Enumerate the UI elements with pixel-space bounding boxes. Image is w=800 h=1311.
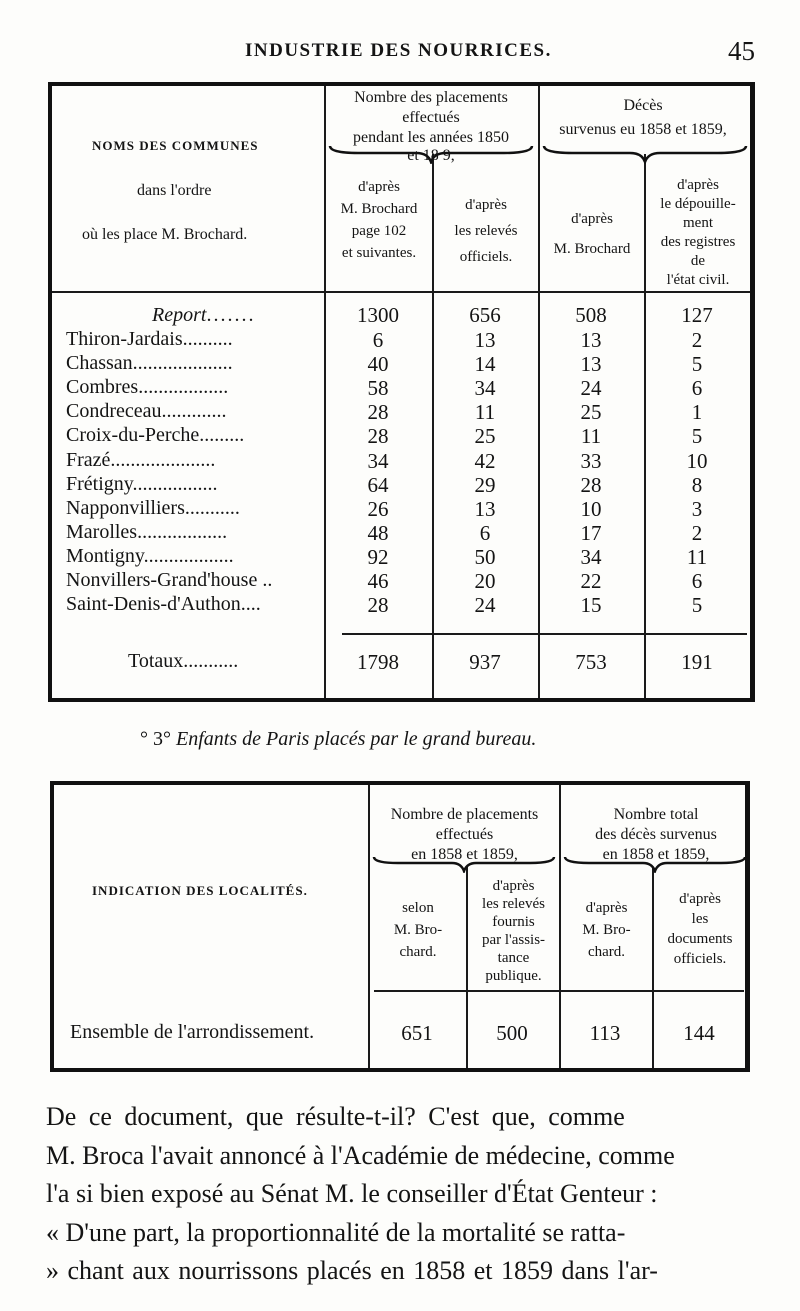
sub-header-brochard: d'après M. Brochard page 102 et suivantes.: [340, 179, 418, 261]
row-commune-name: Frazé.....................: [66, 448, 216, 471]
row-commune-name: Montigny..................: [66, 544, 234, 567]
running-head: [0, 30, 800, 70]
report-value: 1300: [357, 303, 399, 327]
report-value: 508: [575, 303, 607, 327]
cell-value: 5: [691, 352, 703, 377]
cell-value: 13: [474, 496, 496, 521]
header-rule: [52, 291, 750, 293]
section-caption: ° 3° Enfants de Paris placés par le grand bureau.: [140, 728, 537, 750]
cell-value: 40: [367, 352, 389, 377]
row-commune-name: Thiron-Jardais..........: [66, 328, 233, 350]
group-header-placements: Nombre des placements effectués pendant les années 1850 et 18 9,: [353, 89, 509, 164]
total-rule: [342, 633, 747, 635]
total-value: 1798: [357, 650, 399, 674]
cell-value: 2: [691, 328, 703, 352]
cell-value: 13: [580, 352, 602, 377]
brace-deces: [542, 144, 748, 164]
cell-value: 28: [580, 472, 602, 497]
cell-value: 25: [580, 400, 602, 425]
row-commune-name: Saint-Denis-d'Authon....: [66, 593, 261, 616]
group-header-placements: Nombre de placements effectués en 1858 et 1859,: [390, 806, 539, 863]
cell-value: 8: [691, 472, 703, 497]
sub-header-selon: selon M. Bro- chard.: [393, 900, 443, 960]
cell-value: 11: [474, 400, 496, 425]
total-value: 753: [575, 650, 607, 674]
cell-value: 5: [691, 593, 703, 618]
cell-value: 13: [580, 328, 602, 352]
text-line: M. Broca l'avait annoncé à l'Académie de médecine, comme: [46, 1140, 675, 1170]
cell-value: 26: [367, 496, 389, 521]
totals-label: Totaux...........: [128, 650, 239, 672]
report-value: 127: [681, 303, 713, 327]
sub-header-releves: d'après les relevés officiels.: [454, 197, 518, 265]
cell-value: 28: [367, 424, 389, 449]
group-header-deces: Nombre total des décès survenus en 1858 et 1859,: [595, 806, 717, 863]
sub-header-documents: d'après les documents officiels.: [667, 891, 733, 967]
page-number: 45: [728, 36, 755, 66]
col-header-communes-line3: où les place M. Brochard.: [82, 226, 248, 243]
col-header-communes-line2: dans l'ordre: [137, 182, 212, 199]
cell-value: 11: [686, 544, 708, 569]
row-commune-name: Combres..................: [66, 376, 229, 399]
cell-value: 6: [372, 328, 384, 352]
cell-value: 10: [686, 448, 708, 473]
group-header-deces: Décès survenus eu 1858 et 1859,: [559, 97, 727, 138]
cell-value: 28: [367, 593, 389, 618]
row-commune-name: Chassan....................: [66, 352, 233, 375]
report-row: Report.......: [152, 304, 256, 326]
cell-value: 15: [580, 593, 602, 618]
sub-header-assistance: d'après les relevés fournis par l'assis- tance publique.: [481, 878, 546, 984]
cell-value: 34: [580, 544, 602, 569]
cell-value: 22: [580, 569, 602, 593]
cell-value: 24: [474, 593, 496, 618]
table-localites: [50, 781, 750, 1072]
cell-value: 46: [367, 569, 389, 593]
cell-value: 3: [691, 496, 703, 521]
cell-value: 5: [691, 424, 703, 449]
sub-header-brochard: d'après M. Bro- chard.: [582, 900, 631, 960]
cell-value: 144: [683, 1021, 715, 1045]
row-commune-name: Condreceau.............: [66, 400, 227, 423]
sub-header-brochard-deces: d'après M. Brochard: [553, 211, 631, 257]
row-commune-name: Marolles..................: [66, 520, 228, 543]
cell-value: 33: [580, 448, 602, 473]
cell-value: 24: [580, 376, 602, 401]
cell-value: 113: [589, 1021, 621, 1045]
cell-value: 1: [691, 400, 703, 425]
cell-value: 6: [691, 376, 703, 401]
column-rule: [538, 86, 540, 698]
cell-value: 6: [691, 569, 703, 593]
cell-value: 48: [367, 520, 389, 545]
col-header-localites: INDICATION DES LOCALITÉS.: [92, 883, 308, 898]
row-commune-name: Croix-du-Perche.........: [66, 424, 245, 447]
cell-value: 34: [474, 376, 496, 401]
col-header-communes: NOMS DES COMMUNES: [92, 138, 259, 153]
row-arrondissement: Ensemble de l'arrondissement.: [70, 1021, 315, 1043]
cell-value: 651: [401, 1021, 433, 1045]
row-commune-name: Napponvilliers...........: [66, 496, 240, 519]
text-line: « D'une part, la proportionnalité de la mortalité se ratta-: [46, 1217, 626, 1247]
row-commune-name: Frétigny.................: [66, 472, 218, 495]
body-paragraph: [46, 1098, 758, 1291]
cell-value: 92: [367, 544, 389, 569]
cell-value: 2: [691, 520, 703, 545]
header-rule: [374, 990, 744, 992]
cell-value: 64: [367, 472, 389, 497]
cell-value: 20: [474, 569, 496, 593]
cell-value: 17: [580, 520, 602, 545]
cell-value: 42: [474, 448, 496, 473]
text-line: De ce document, que résulte-t-il? C'est que, comme: [46, 1102, 625, 1131]
running-title: INDUSTRIE DES NOURRICES.: [245, 40, 552, 61]
cell-value: 13: [474, 328, 496, 352]
cell-value: 14: [474, 352, 496, 377]
cell-value: 11: [580, 424, 602, 449]
total-value: 937: [469, 650, 501, 674]
cell-value: 500: [496, 1021, 528, 1045]
cell-value: 50: [474, 544, 496, 569]
cell-value: 25: [474, 424, 496, 449]
report-value: 656: [469, 303, 501, 327]
cell-value: 10: [580, 496, 602, 521]
cell-value: 58: [367, 376, 389, 401]
text-line: l'a si bien exposé au Sénat M. le conseiller d'État Genteur :: [46, 1179, 658, 1208]
table-communes: [48, 82, 755, 702]
total-value: 191: [681, 650, 713, 674]
sub-header-etat-civil: d'après le dépouille- ment des registres de l'état civil.: [660, 177, 736, 288]
cell-value: 34: [367, 448, 389, 473]
text-line: » chant aux nourrissons placés en 1858 et 1859 dans l'ar-: [46, 1256, 658, 1285]
cell-value: 6: [479, 520, 491, 545]
row-commune-name: Nonvillers-Grand'house ..: [66, 569, 273, 591]
cell-value: 28: [367, 400, 389, 425]
cell-value: 29: [474, 472, 496, 497]
